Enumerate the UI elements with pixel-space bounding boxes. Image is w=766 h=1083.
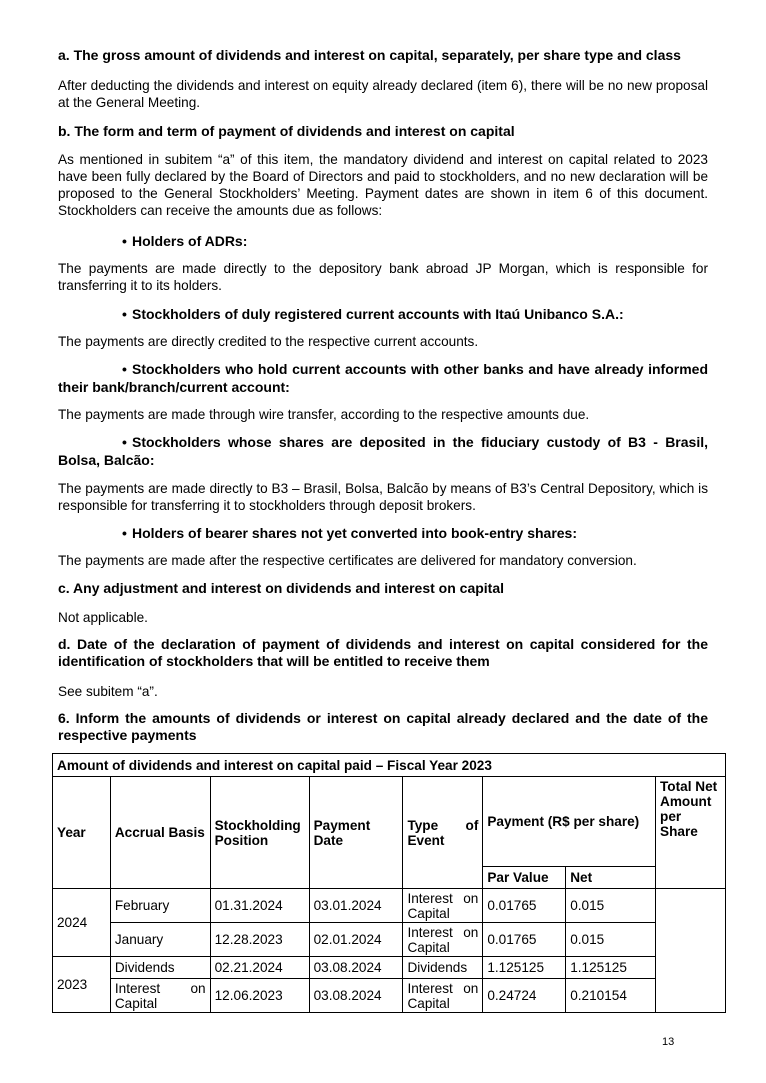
bullet-title-other-banks: • Stockholders who hold current accounts with other banks and have already informed their bank/branch/current account: <box>58 361 708 395</box>
header-accrual-basis: Accrual Basis <box>110 777 210 889</box>
cell-par-value: 1.125125 <box>483 957 566 979</box>
bullet-title-b3: • Stockholders whose shares are deposited in the fiduciary custody of B3 - Brasil, Bolsa, Balcão: <box>58 434 708 468</box>
header-total-net: Total Net Amount per Share <box>656 777 726 889</box>
header-net: Net <box>566 867 656 889</box>
cell-year: 2023 <box>53 957 111 1013</box>
cell-position: 02.21.2024 <box>210 957 309 979</box>
cell-year: 2024 <box>53 889 111 957</box>
bullet-text-other-banks: The payments are made through wire transfer, according to the respective amounts due. <box>58 407 590 422</box>
table-row <box>53 889 726 923</box>
cell-event: Interest on Capital <box>403 889 483 923</box>
header-type-of-event: Type of Event <box>403 777 483 889</box>
bullet-title-itau: • Stockholders of duly registered current accounts with Itaú Unibanco S.A.: <box>58 305 708 323</box>
section-c-text: Not applicable. <box>58 610 148 625</box>
cell-event: Interest on Capital <box>403 923 483 957</box>
cell-accrual: January <box>110 923 210 957</box>
cell-accrual: Interest on Capital <box>110 979 210 1013</box>
cell-net: 1.125125 <box>566 957 656 979</box>
bullet-icon: • <box>122 306 127 322</box>
cell-net: 0.015 <box>566 923 656 957</box>
header-par-value: Par Value <box>483 867 566 889</box>
section-6-heading: 6. Inform the amounts of dividends or interest on capital already declared and the date of the respective payments <box>58 710 708 743</box>
cell-payment-date: 03.01.2024 <box>309 889 403 923</box>
bullet-text-adr: The payments are made directly to the depository bank abroad JP Morgan, which is responsible for transferring it to its holders. <box>58 261 708 293</box>
bullet-icon: • <box>122 361 127 377</box>
table-row <box>53 957 726 979</box>
bullet-icon: • <box>122 434 127 450</box>
cell-total-net <box>656 889 726 1013</box>
section-d-heading: d. Date of the declaration of payment of dividends and interest on capital considered for the identification of stockholders that will be entitled to receive them <box>58 636 708 669</box>
bullet-text-b3: The payments are made directly to B3 – Brasil, Bolsa, Balcão by means of B3’s Central Depository, which is responsible for transferring it to stockholders through deposit brokers. <box>58 481 708 513</box>
bullet-title-bearer: • Holders of bearer shares not yet converted into book-entry shares: <box>58 524 708 542</box>
section-d-text: See subitem “a”. <box>58 684 158 699</box>
header-year: Year <box>53 777 111 889</box>
header-payment: Payment (R$ per share) <box>483 777 656 867</box>
dividends-table <box>52 753 726 1013</box>
cell-event: Dividends <box>403 957 483 979</box>
section-c-heading: c. Any adjustment and interest on dividends and interest on capital <box>58 580 505 596</box>
header-stockholding-position: Stockholding Position <box>210 777 309 889</box>
bullet-title-adr: • Holders of ADRs: <box>58 232 708 250</box>
cell-par-value: 0.24724 <box>483 979 566 1013</box>
section-a-heading: a. The gross amount of dividends and interest on capital, separately, per share type and class <box>58 47 681 63</box>
cell-position: 01.31.2024 <box>210 889 309 923</box>
cell-event: Interest on Capital <box>403 979 483 1013</box>
cell-net: 0.210154 <box>566 979 656 1013</box>
bullet-text-itau: The payments are directly credited to the respective current accounts. <box>58 334 479 349</box>
cell-payment-date: 03.08.2024 <box>309 957 403 979</box>
cell-net: 0.015 <box>566 889 656 923</box>
cell-payment-date: 03.08.2024 <box>309 979 403 1013</box>
cell-accrual: Dividends <box>110 957 210 979</box>
section-b-heading: b. The form and term of payment of dividends and interest on capital <box>58 123 515 139</box>
section-b-text: As mentioned in subitem “a” of this item, the mandatory dividend and interest on capital related to 2023 have been fully declared by the Board of Directors and paid to stockholders, and no new declaration will be proposed to the General Stockholders’ Meeting. Payment dates are shown in item 6 of this document. Stockholders can receive the amounts due as follows: <box>58 152 708 218</box>
cell-position: 12.28.2023 <box>210 923 309 957</box>
cell-position: 12.06.2023 <box>210 979 309 1013</box>
cell-payment-date: 02.01.2024 <box>309 923 403 957</box>
section-a-text: After deducting the dividends and interest on equity already declared (item 6), there will be no new proposal at the General Meeting. <box>58 78 708 110</box>
bullet-text-bearer: The payments are made after the respective certificates are delivered for mandatory conversion. <box>58 553 637 568</box>
cell-par-value: 0.01765 <box>483 889 566 923</box>
table-row <box>53 923 726 957</box>
table-title: Amount of dividends and interest on capital paid – Fiscal Year 2023 <box>53 754 726 777</box>
bullet-icon: • <box>122 233 127 249</box>
bullet-icon: • <box>122 525 127 541</box>
header-payment-date: Payment Date <box>309 777 403 889</box>
table-row <box>53 979 726 1013</box>
cell-accrual: February <box>110 889 210 923</box>
cell-par-value: 0.01765 <box>483 923 566 957</box>
page-number: 13 <box>662 1036 675 1048</box>
